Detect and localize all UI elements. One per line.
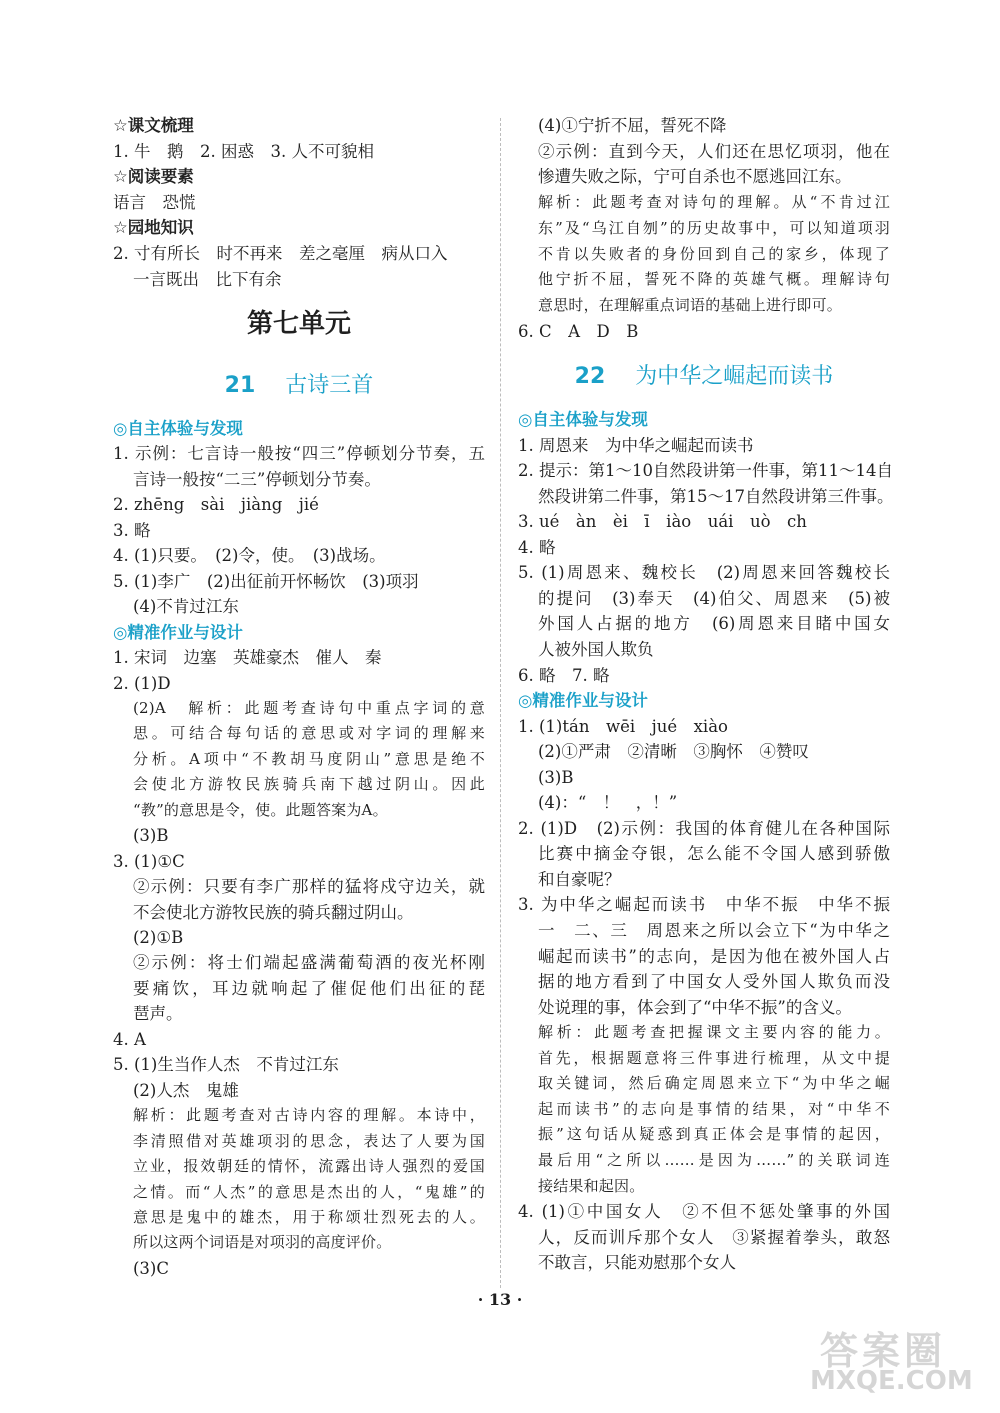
lesson-title: 为中华之崛起而读书 bbox=[635, 364, 834, 389]
text-line: 言诗一般按“二三”停顿划分节奏。 bbox=[133, 469, 381, 489]
text-line: 4. (1)只要。 (2)令，使。 (3)战场。 bbox=[113, 546, 386, 566]
text-line: 4. 略 bbox=[518, 537, 556, 557]
text-line: 取关键词，然后确定周恩来立下“为中华之崛 bbox=[538, 1074, 890, 1093]
text-line: 5. (1)生当作人杰 不肯过江东 bbox=[113, 1055, 339, 1075]
lesson-heading bbox=[113, 366, 485, 406]
text-line: 会使北方游牧民族骑兵南下越过阴山。因此 bbox=[133, 775, 485, 794]
text-line: ☆课文梳理 bbox=[113, 116, 194, 135]
watermark-logo bbox=[790, 1320, 990, 1400]
text-line: ◎自主体验与发现 bbox=[518, 410, 648, 429]
text-line: (2)A 解析：此题考查诗句中重点字词的意 bbox=[133, 698, 485, 717]
lesson-title: 古诗三首 bbox=[285, 373, 374, 398]
text-line: 要痛饮，耳边就响起了催促他们出征的琵 bbox=[133, 978, 485, 998]
text-line: 人，反而训斥那个女人 ③紧握着拳头，敢怒 bbox=[538, 1227, 890, 1247]
lesson-heading bbox=[518, 357, 890, 397]
text-line: 之情。而“人杰”的意思是杰出的人，“鬼雄”的 bbox=[133, 1182, 485, 1201]
text-line: 和自豪呢？ bbox=[538, 869, 621, 889]
text-line: ◎精准作业与设计 bbox=[518, 691, 648, 711]
lesson-number: 22 bbox=[574, 364, 606, 389]
text-line: (3)B bbox=[133, 826, 169, 846]
text-line: ◎精准作业与设计 bbox=[113, 622, 243, 642]
watermark-url: MXQE.COM bbox=[810, 1366, 973, 1396]
text-line: 3. 略 bbox=[113, 520, 151, 540]
text-line: 分析。A项中“不教胡马度阴山”意思是绝不 bbox=[133, 749, 485, 768]
text-line: 思。可结合每句话的意思或对字词的理解来 bbox=[133, 724, 485, 743]
text-line: (3)B bbox=[538, 767, 574, 787]
text-line: (2)①B bbox=[133, 928, 184, 947]
text-line: 起而读书”的志向是事情的结果，对“中华不 bbox=[538, 1099, 890, 1118]
text-line: 的提问 (3)奉天 (4)伯父、周恩来 (5)被 bbox=[538, 588, 890, 608]
text-line: 1. 周恩来 为中华之崛起而读书 bbox=[518, 435, 754, 455]
text-line: 他宁折不屈，誓死不降的英雄气概。理解诗句 bbox=[538, 270, 890, 289]
text-line: 振”这句话从疑惑到真正体会是事情的起因， bbox=[538, 1125, 890, 1144]
text-line: 语言 恐慌 bbox=[113, 192, 196, 212]
text-line: 惨遭失败之际，宁可自杀也不愿逃回江东。 bbox=[538, 167, 852, 187]
text-line: 2. (1)D bbox=[113, 673, 171, 693]
text-line: 李清照借对英雄项羽的思念，表达了人要为国 bbox=[133, 1131, 485, 1150]
text-line: 2. (1)D (2)示例：我国的体育健儿在各种国际 bbox=[518, 818, 890, 838]
text-line: 6. C A D B bbox=[518, 321, 639, 341]
text-line: (4)：“ ！ ，！” bbox=[538, 793, 678, 813]
text-line: 5. (1)李广 (2)出征前开怀畅饮 (3)项羽 bbox=[113, 571, 419, 591]
text-line: ☆园地知识 bbox=[113, 218, 194, 238]
lesson-number: 21 bbox=[224, 373, 256, 398]
text-line: 立业，报效朝廷的情怀，流露出诗人强烈的爱国 bbox=[133, 1157, 485, 1176]
text-line: (4)不肯过江东 bbox=[133, 597, 239, 617]
text-line: 最后用“之所以……是因为……”的关联词连 bbox=[538, 1150, 890, 1169]
text-line: 一 二、三 周恩来之所以会立下“为中华之 bbox=[538, 921, 890, 940]
unit-title: 第七单元 bbox=[246, 309, 351, 339]
text-line: 2. 寸有所长 时不再来 差之毫厘 病从口入 bbox=[113, 244, 448, 263]
text-line: (2)①严肃 ②清晰 ③胸怀 ④赞叹 bbox=[538, 742, 809, 762]
column-divider bbox=[500, 118, 501, 1288]
text-line: “教”的意思是令，使。此题答案为A。 bbox=[133, 800, 388, 819]
text-line: ②示例：将士们端起盛满葡萄酒的夜光杯刚 bbox=[133, 953, 485, 973]
text-line: 解析：此题考查对古诗内容的理解。本诗中， bbox=[133, 1106, 485, 1125]
text-line: 4. (1)①中国女人 ②不但不惩处肇事的外国 bbox=[518, 1202, 890, 1222]
text-line: 然段讲第二件事，第15～17自然段讲第三件事。 bbox=[538, 486, 894, 506]
text-line: 3. ué àn èi ī iào uái uò ch bbox=[518, 512, 807, 532]
text-line: 2. zhēng sài jiàng jié bbox=[113, 495, 319, 515]
text-line: (2)人杰 鬼雄 bbox=[133, 1080, 239, 1100]
text-line: 不肯以失败者的身份回到自己的家乡，体现了 bbox=[538, 244, 890, 263]
text-line: 解析：此题考查对诗句的理解。从“不肯过江 bbox=[538, 193, 890, 212]
text-line: 意思是鬼中的雄杰，用于称颂壮烈死去的人。 bbox=[133, 1207, 485, 1226]
text-line: 1. (1)tán wēi jué xiào bbox=[518, 716, 728, 736]
text-line: ②示例：只要有李广那样的猛将戍守边关，就 bbox=[133, 877, 485, 897]
text-line: 3. (1)①C bbox=[113, 851, 185, 871]
text-line: 3. 为中华之崛起而读书 中华不振 中华不振 bbox=[518, 895, 890, 915]
text-line: 1. 牛 鹅 2. 困惑 3. 人不可貌相 bbox=[113, 141, 374, 161]
page-number: · 13 · bbox=[477, 1290, 523, 1309]
text-line: 所以这两个词语是对项羽的高度评价。 bbox=[133, 1233, 392, 1252]
text-line: 一言既出 比下有余 bbox=[133, 269, 282, 289]
text-line: 不敢言，只能劝慰那个女人 bbox=[538, 1253, 736, 1273]
text-line: (4)①宁折不屈，誓死不降 bbox=[538, 116, 727, 135]
text-line: 5. (1)周恩来、魏校长 (2)周恩来回答魏校长 bbox=[518, 563, 890, 583]
text-line: 不会使北方游牧民族的骑兵翻过阴山。 bbox=[133, 902, 414, 922]
text-line: 2. 提示：第1～10自然段讲第一件事，第11～14自 bbox=[518, 461, 893, 481]
text-line: 处说理的事，体会到了“中华不振”的含义。 bbox=[538, 997, 852, 1017]
text-line: 1. 示例：七言诗一般按“四三”停顿划分节奏，五 bbox=[113, 444, 485, 464]
text-line: 意思时，在理解重点词语的基础上进行即可。 bbox=[538, 295, 843, 314]
text-line: (3)C bbox=[133, 1258, 169, 1278]
text-line: 比赛中摘金夺银，怎么能不令国人感到骄傲 bbox=[538, 844, 890, 864]
text-line: 崛起而读书”的志向，是因为他在被外国人占 bbox=[538, 946, 890, 966]
text-line: 4. A bbox=[113, 1029, 146, 1049]
text-line: ◎自主体验与发现 bbox=[113, 419, 243, 438]
text-line: 解析：此题考查把握课文主要内容的能力。 bbox=[538, 1023, 890, 1042]
text-line: 外国人占据的地方 (6)周恩来目睹中国女 bbox=[538, 614, 890, 634]
text-line: 琶声。 bbox=[133, 1004, 183, 1024]
watermark-text: 答案圈 bbox=[820, 1329, 947, 1373]
text-line: ☆阅读要素 bbox=[113, 167, 194, 187]
text-line: ②示例：直到今天，人们还在思忆项羽，他在 bbox=[538, 141, 890, 161]
text-line: 人被外国人欺负 bbox=[538, 639, 654, 659]
text-line: 首先，根据题意将三件事进行梳理，从文中提 bbox=[538, 1048, 890, 1067]
text-line: 东”及“乌江自刎”的历史故事中，可以知道项羽 bbox=[538, 218, 890, 237]
text-line: 6. 略 7. 略 bbox=[518, 665, 610, 685]
text-line: 接结果和起因。 bbox=[538, 1176, 645, 1195]
text-line: 1. 宋词 边塞 英雄豪杰 催人 秦 bbox=[113, 648, 382, 668]
text-line: 据的地方看到了中国女人受外国人欺负而没 bbox=[538, 972, 890, 992]
